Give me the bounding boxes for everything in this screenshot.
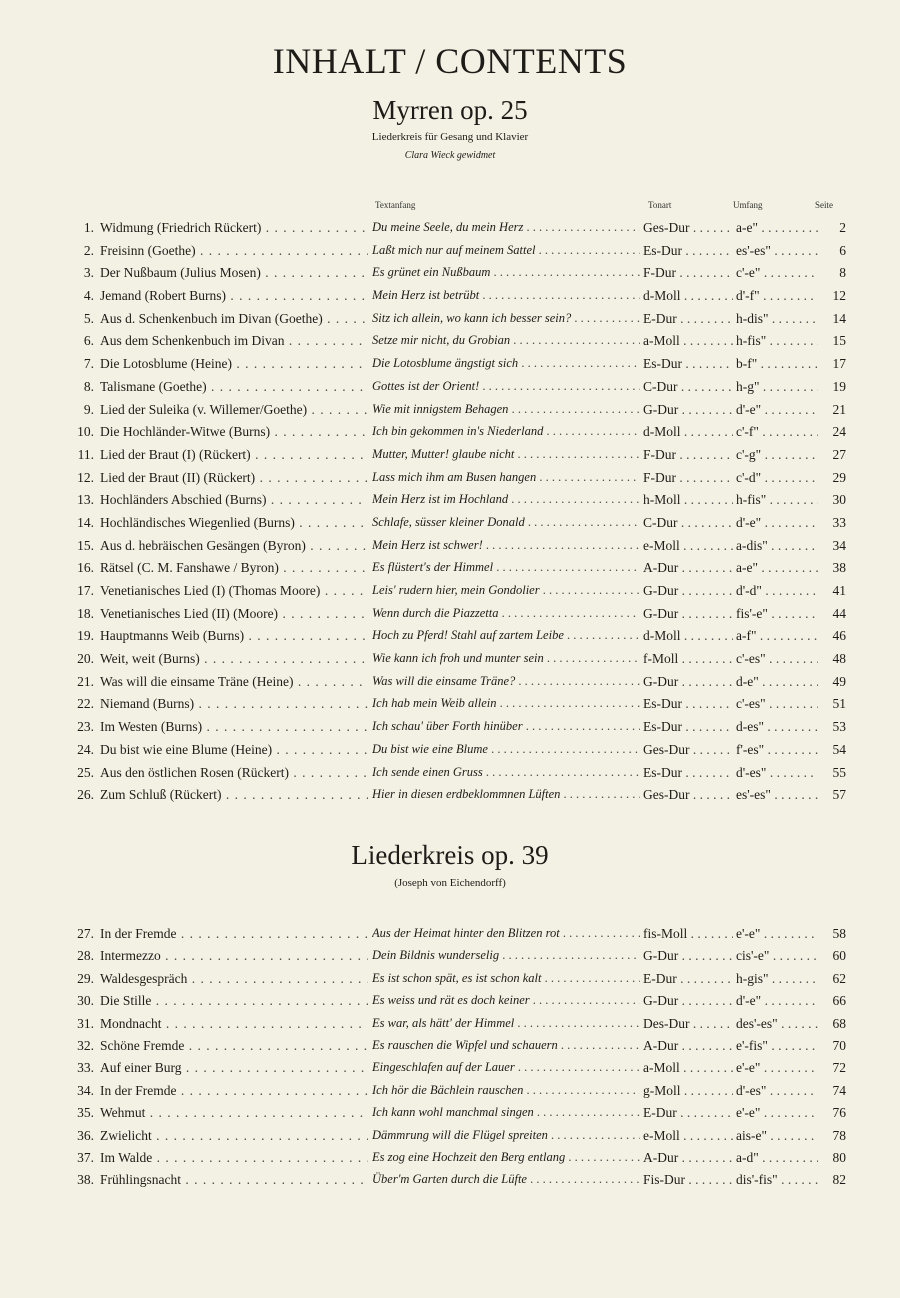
- song-incipit: Setze mir nicht, du Grobian . . .: [372, 333, 640, 348]
- page-title: INHALT / CONTENTS: [272, 41, 628, 81]
- song-page: 41: [832, 583, 846, 598]
- song-range: es'-es" . . .: [736, 787, 818, 803]
- toc-row[interactable]: [0, 356, 900, 379]
- song-title: Aus den östlichen Rosen (Rückert) . . .: [100, 765, 368, 781]
- column-header-key: Tonart: [648, 200, 672, 210]
- song-incipit: Es flüstert's der Himmel . . .: [372, 560, 640, 575]
- section-dedication-myrthen: Clara Wieck gewidmet: [404, 150, 496, 161]
- song-number: 19.: [77, 628, 94, 644]
- toc-row[interactable]: [0, 220, 900, 243]
- song-title: Waldesgespräch . . .: [100, 971, 368, 987]
- song-page: 17: [832, 356, 846, 372]
- song-title: Jemand (Robert Burns) . . .: [100, 288, 368, 304]
- toc-row[interactable]: [0, 1105, 900, 1127]
- song-page: 21: [832, 401, 846, 417]
- song-range: h-dis" . . .: [736, 311, 818, 327]
- song-page: 74: [832, 1082, 846, 1098]
- song-title: Aus dem Schenkenbuch im Divan . . .: [100, 333, 368, 349]
- song-title: Rätsel (C. M. Fanshawe / Byron) . . .: [100, 560, 368, 576]
- song-range: a-dis" . . .: [736, 538, 818, 554]
- toc-row[interactable]: [0, 470, 900, 493]
- toc-row[interactable]: [0, 1016, 900, 1038]
- song-number: 13.: [77, 492, 94, 508]
- song-range: h-g" . . .: [736, 379, 818, 395]
- toc-row[interactable]: [0, 333, 900, 356]
- toc-row[interactable]: [0, 265, 900, 288]
- column-header-incipit: Textanfang: [375, 200, 416, 210]
- song-key: A-Dur . . .: [643, 1150, 733, 1166]
- song-range: c'-e" . . .: [736, 265, 818, 281]
- song-key: Es-Dur . . .: [643, 696, 733, 712]
- song-key: Ges-Dur . . .: [643, 742, 733, 758]
- song-page: 80: [832, 1149, 846, 1165]
- song-key: E-Dur . . .: [643, 1105, 733, 1121]
- song-title: Niemand (Burns) . . .: [100, 696, 368, 712]
- song-number: 9.: [83, 401, 94, 417]
- toc-row[interactable]: [0, 606, 900, 629]
- song-range: cis'-e" . . .: [736, 948, 818, 964]
- song-incipit: Es grünet ein Nußbaum . . .: [372, 265, 640, 280]
- song-title: Widmung (Friedrich Rückert) . . .: [100, 220, 368, 236]
- song-page: 66: [832, 993, 846, 1009]
- song-incipit: Laßt mich nur auf meinem Sattel . . .: [372, 243, 640, 258]
- song-incipit: Dein Bildnis wunderselig . . .: [372, 948, 640, 963]
- song-key: A-Dur . . .: [643, 560, 733, 576]
- song-number: 8.: [83, 378, 94, 394]
- song-range: d-e" . . .: [736, 674, 818, 690]
- song-key: G-Dur . . .: [643, 402, 733, 418]
- song-incipit: Ich sende einen Gruss . . .: [372, 765, 640, 780]
- song-page: 34: [832, 537, 846, 553]
- song-key: Ges-Dur . . .: [643, 787, 733, 803]
- song-range: des'-es" . . .: [736, 1016, 818, 1032]
- toc-row[interactable]: [0, 926, 900, 948]
- song-key: G-Dur . . .: [643, 606, 733, 622]
- song-incipit: Ich kann wohl manchmal singen . . .: [372, 1105, 640, 1120]
- song-key: a-Moll . . .: [643, 1060, 733, 1076]
- song-page: 58: [832, 926, 846, 941]
- song-title: Wehmut . . .: [100, 1105, 368, 1121]
- song-key: a-Moll . . .: [643, 333, 733, 349]
- song-number: 26.: [77, 787, 94, 803]
- song-number: 14.: [77, 514, 94, 530]
- song-number: 20.: [77, 651, 94, 667]
- song-incipit: Mein Herz ist betrübt . . .: [372, 288, 640, 303]
- song-key: G-Dur . . .: [643, 674, 733, 690]
- song-incipit: Du bist wie eine Blume . . .: [372, 742, 640, 757]
- toc-row[interactable]: [0, 742, 900, 765]
- song-title: Intermezzo . . .: [100, 948, 368, 964]
- toc-row[interactable]: [0, 1060, 900, 1082]
- song-key: E-Dur . . .: [643, 311, 733, 327]
- song-number: 5.: [83, 310, 94, 326]
- toc-row[interactable]: [0, 1150, 900, 1172]
- song-range: e'-e" . . .: [736, 926, 818, 942]
- song-title: Hochländisches Wiegenlied (Burns) . . .: [100, 515, 368, 531]
- toc-row[interactable]: [0, 787, 900, 810]
- song-key: F-Dur . . .: [643, 265, 733, 281]
- song-number: 4.: [83, 288, 94, 304]
- song-incipit: Hier in diesen erdbeklommnen Lüften . . .: [372, 787, 640, 802]
- song-incipit: Dämmrung will die Flügel spreiten . . .: [372, 1128, 640, 1143]
- song-title: Was will die einsame Träne (Heine) . . .: [100, 674, 368, 690]
- song-key: Es-Dur . . .: [643, 765, 733, 781]
- song-incipit: Ich hör die Bächlein rauschen . . .: [372, 1083, 640, 1098]
- song-page: 55: [832, 764, 846, 780]
- toc-row[interactable]: [0, 538, 900, 561]
- song-title: Lied der Suleika (v. Willemer/Goethe) . . .: [100, 402, 368, 418]
- song-key: Es-Dur . . .: [643, 719, 733, 735]
- song-page: 82: [832, 1172, 846, 1188]
- song-page: 14: [832, 310, 846, 326]
- song-title: Zwielicht . . .: [100, 1128, 368, 1144]
- toc-row[interactable]: [0, 583, 900, 606]
- toc-row[interactable]: [0, 651, 900, 674]
- song-number: 27.: [77, 926, 94, 941]
- song-number: 28.: [77, 948, 94, 964]
- toc-row[interactable]: [0, 379, 900, 402]
- song-incipit: Leis' rudern hier, mein Gondolier . . .: [372, 583, 640, 598]
- toc-row[interactable]: [0, 628, 900, 651]
- song-incipit: Sitz ich allein, wo kann ich besser sein? . . .: [372, 311, 640, 326]
- song-title: Die Hochländer-Witwe (Burns) . . .: [100, 424, 368, 440]
- song-number: 31.: [77, 1015, 94, 1031]
- song-title: Aus d. hebräischen Gesängen (Byron) . . .: [100, 538, 368, 554]
- song-key: Fis-Dur . . .: [643, 1172, 733, 1188]
- song-title: In der Fremde . . .: [100, 926, 368, 942]
- song-key: d-Moll . . .: [643, 424, 733, 440]
- song-list-myrthen: [0, 220, 900, 810]
- song-range: c'-f" . . .: [736, 424, 818, 440]
- song-range: a-f" . . .: [736, 628, 818, 644]
- toc-row[interactable]: [0, 1038, 900, 1060]
- song-incipit: Wie kann ich froh und munter sein . . .: [372, 651, 640, 666]
- song-page: 29: [832, 469, 846, 485]
- song-page: 27: [832, 446, 846, 462]
- song-incipit: Lass mich ihm am Busen hangen . . .: [372, 470, 640, 485]
- song-title: Auf einer Burg . . .: [100, 1060, 368, 1076]
- song-number: 32.: [77, 1037, 94, 1053]
- song-incipit: Es rauschen die Wipfel und schauern . . .: [372, 1038, 640, 1053]
- song-title: Im Westen (Burns) . . .: [100, 719, 368, 735]
- song-key: f-Moll . . .: [643, 651, 733, 667]
- song-page: 46: [832, 628, 846, 644]
- song-incipit: Wie mit innigstem Behagen . . .: [372, 402, 640, 417]
- song-incipit: Es weiss und rät es doch keiner . . .: [372, 993, 640, 1008]
- song-number: 18.: [77, 605, 94, 621]
- song-number: 7.: [83, 356, 94, 372]
- song-incipit: Es ist schon spät, es ist schon kalt . . .: [372, 971, 640, 986]
- song-range: d'-e" . . .: [736, 993, 818, 1009]
- song-range: d'-e" . . .: [736, 402, 818, 418]
- song-key: F-Dur . . .: [643, 470, 733, 486]
- toc-row[interactable]: [0, 696, 900, 719]
- toc-row[interactable]: [0, 243, 900, 266]
- song-key: d-Moll . . .: [643, 628, 733, 644]
- song-number: 21.: [77, 673, 94, 689]
- toc-row[interactable]: [0, 515, 900, 538]
- song-number: 38.: [77, 1172, 94, 1188]
- song-title: In der Fremde . . .: [100, 1083, 368, 1099]
- song-title: Schöne Fremde . . .: [100, 1038, 368, 1054]
- song-number: 35.: [77, 1105, 94, 1121]
- song-number: 15.: [77, 537, 94, 553]
- song-incipit: Mein Herz ist im Hochland . . .: [372, 492, 640, 507]
- song-number: 22.: [77, 696, 94, 712]
- song-title: Freisinn (Goethe) . . .: [100, 243, 368, 259]
- song-incipit: Es war, als hätt' der Himmel . . .: [372, 1016, 640, 1031]
- song-key: G-Dur . . .: [643, 583, 733, 599]
- song-title: Die Stille . . .: [100, 993, 368, 1009]
- song-number: 33.: [77, 1060, 94, 1076]
- toc-row[interactable]: [0, 311, 900, 334]
- song-list-liederkreis: [0, 926, 900, 1195]
- toc-row[interactable]: [0, 971, 900, 993]
- song-number: 12.: [77, 469, 94, 485]
- song-page: 49: [832, 673, 846, 689]
- song-key: C-Dur . . .: [643, 379, 733, 395]
- song-range: a-e" . . .: [736, 560, 818, 576]
- song-incipit: Ich schau' über Forth hinüber . . .: [372, 719, 640, 734]
- song-incipit: Ich bin gekommen in's Niederland . . .: [372, 424, 640, 439]
- song-number: 6.: [83, 333, 94, 349]
- song-number: 24.: [77, 741, 94, 757]
- column-header-range: Umfang: [733, 200, 763, 210]
- song-number: 17.: [77, 583, 94, 598]
- song-key: C-Dur . . .: [643, 515, 733, 531]
- song-incipit: Mein Herz ist schwer! . . .: [372, 538, 640, 553]
- song-page: 38: [832, 560, 846, 576]
- song-number: 1.: [83, 220, 94, 235]
- song-key: d-Moll . . .: [643, 288, 733, 304]
- song-page: 30: [832, 492, 846, 508]
- toc-row[interactable]: [0, 993, 900, 1015]
- song-range: es'-es" . . .: [736, 243, 818, 259]
- song-page: 76: [832, 1105, 846, 1121]
- song-range: e'-e" . . .: [736, 1060, 818, 1076]
- song-incipit: Gottes ist der Orient! . . .: [372, 379, 640, 394]
- song-title: Lied der Braut (II) (Rückert) . . .: [100, 470, 368, 486]
- song-number: 16.: [77, 560, 94, 576]
- song-range: b-f" . . .: [736, 356, 818, 372]
- song-key: Ges-Dur . . .: [643, 220, 733, 236]
- song-range: a-d" . . .: [736, 1150, 818, 1166]
- section-heading-liederkreis: Liederkreis op. 39: [351, 840, 549, 870]
- song-page: 51: [832, 696, 846, 712]
- song-title: Hochländers Abschied (Burns) . . .: [100, 492, 368, 508]
- song-range: f'-es" . . .: [736, 742, 818, 758]
- song-page: 44: [832, 605, 846, 621]
- toc-row[interactable]: [0, 1172, 900, 1194]
- song-page: 48: [832, 651, 846, 667]
- song-incipit: Was will die einsame Träne? . . .: [372, 674, 640, 689]
- section-heading-myrthen: Myrren op. 25: [372, 95, 528, 125]
- song-number: 36.: [77, 1127, 94, 1143]
- song-number: 11.: [77, 446, 94, 462]
- song-title: Venetianisches Lied (II) (Moore) . . .: [100, 606, 368, 622]
- song-key: fis-Moll . . .: [643, 926, 733, 942]
- song-incipit: Aus der Heimat hinter den Blitzen rot . . .: [372, 926, 640, 941]
- song-title: Zum Schluß (Rückert) . . .: [100, 787, 368, 803]
- song-key: Des-Dur . . .: [643, 1016, 733, 1032]
- song-key: G-Dur . . .: [643, 948, 733, 964]
- song-key: Es-Dur . . .: [643, 243, 733, 259]
- song-page: 68: [832, 1015, 846, 1031]
- song-title: Im Walde . . .: [100, 1150, 368, 1166]
- song-range: e'-fis" . . .: [736, 1038, 818, 1054]
- toc-row[interactable]: [0, 424, 900, 447]
- song-title: Weit, weit (Burns) . . .: [100, 651, 368, 667]
- song-page: 15: [832, 333, 846, 349]
- song-incipit: Es zog eine Hochzeit den Berg entlang . . .: [372, 1150, 640, 1165]
- song-key: Es-Dur . . .: [643, 356, 733, 372]
- toc-row[interactable]: [0, 492, 900, 515]
- song-number: 34.: [77, 1082, 94, 1098]
- song-title: Aus d. Schenkenbuch im Divan (Goethe) . . .: [100, 311, 368, 327]
- toc-row[interactable]: [0, 948, 900, 970]
- song-title: Der Nußbaum (Julius Mosen) . . .: [100, 265, 368, 281]
- song-page: 33: [832, 514, 846, 530]
- toc-row[interactable]: [0, 674, 900, 697]
- song-title: Frühlingsnacht . . .: [100, 1172, 368, 1188]
- song-title: Talismane (Goethe) . . .: [100, 379, 368, 395]
- song-range: c'-es" . . .: [736, 651, 818, 667]
- song-page: 78: [832, 1127, 846, 1143]
- song-page: 60: [832, 948, 846, 964]
- song-range: h-fis" . . .: [736, 333, 818, 349]
- toc-row[interactable]: [0, 447, 900, 470]
- song-incipit: Ich hab mein Weib allein . . .: [372, 696, 640, 711]
- song-range: d'-f" . . .: [736, 288, 818, 304]
- song-title: Hauptmanns Weib (Burns) . . .: [100, 628, 368, 644]
- song-page: 12: [832, 288, 846, 304]
- song-range: d'-e" . . .: [736, 515, 818, 531]
- song-key: h-Moll . . .: [643, 492, 733, 508]
- song-number: 37.: [77, 1149, 94, 1165]
- song-key: A-Dur . . .: [643, 1038, 733, 1054]
- song-incipit: Mutter, Mutter! glaube nicht . . .: [372, 447, 640, 462]
- song-key: F-Dur . . .: [643, 447, 733, 463]
- song-number: 2.: [83, 242, 94, 258]
- song-number: 30.: [77, 993, 94, 1009]
- song-title: Du bist wie eine Blume (Heine) . . .: [100, 742, 368, 758]
- song-range: a-e" . . .: [736, 220, 818, 236]
- song-key: e-Moll . . .: [643, 1128, 733, 1144]
- song-title: Die Lotosblume (Heine) . . .: [100, 356, 368, 372]
- song-incipit: Über'm Garten durch die Lüfte . . .: [372, 1172, 640, 1187]
- section-subtitle-liederkreis: (Joseph von Eichendorff): [394, 877, 506, 889]
- song-incipit: Wenn durch die Piazzetta . . .: [372, 606, 640, 621]
- song-range: c'-es" . . .: [736, 696, 818, 712]
- song-number: 23.: [77, 719, 94, 735]
- song-range: d'-es" . . .: [736, 1083, 818, 1099]
- song-page: 24: [832, 424, 846, 440]
- toc-row[interactable]: [0, 1083, 900, 1105]
- song-number: 25.: [77, 764, 94, 780]
- song-page: 70: [832, 1037, 846, 1053]
- song-number: 29.: [77, 970, 94, 986]
- song-range: dis'-fis" . . .: [736, 1172, 818, 1188]
- song-range: d-es" . . .: [736, 719, 818, 735]
- song-incipit: Schlafe, süsser kleiner Donald . . .: [372, 515, 640, 530]
- toc-row[interactable]: [0, 719, 900, 742]
- column-header-page: Seite: [815, 200, 833, 210]
- song-range: h-fis" . . .: [736, 492, 818, 508]
- song-incipit: Du meine Seele, du mein Herz . . .: [372, 220, 640, 235]
- song-page: 53: [832, 719, 846, 735]
- song-range: fis'-e" . . .: [736, 606, 818, 622]
- song-page: 6: [839, 242, 846, 258]
- song-incipit: Eingeschlafen auf der Lauer . . .: [372, 1060, 640, 1075]
- song-range: c'-g" . . .: [736, 447, 818, 463]
- song-page: 57: [832, 787, 846, 803]
- toc-row[interactable]: [0, 402, 900, 425]
- song-number: 10.: [77, 424, 94, 440]
- song-title: Mondnacht . . .: [100, 1016, 368, 1032]
- song-range: d'-es" . . .: [736, 765, 818, 781]
- song-range: d'-d" . . .: [736, 583, 818, 599]
- song-title: Lied der Braut (I) (Rückert) . . .: [100, 447, 368, 463]
- song-page: 72: [832, 1060, 846, 1076]
- section-subtitle-myrthen: Liederkreis für Gesang und Klavier: [371, 131, 529, 143]
- song-key: g-Moll . . .: [643, 1083, 733, 1099]
- song-range: e'-e" . . .: [736, 1105, 818, 1121]
- song-range: ais-e" . . .: [736, 1128, 818, 1144]
- song-page: 19: [832, 378, 846, 394]
- toc-row[interactable]: [0, 1128, 900, 1150]
- song-key: E-Dur . . .: [643, 971, 733, 987]
- song-range: h-gis" . . .: [736, 971, 818, 987]
- song-key: e-Moll . . .: [643, 538, 733, 554]
- toc-row[interactable]: [0, 765, 900, 788]
- toc-row[interactable]: [0, 288, 900, 311]
- song-page: 2: [839, 220, 846, 235]
- song-incipit: Die Lotosblume ängstigt sich . . .: [372, 356, 640, 371]
- song-title: Venetianisches Lied (I) (Thomas Moore) . . .: [100, 583, 368, 599]
- song-range: c'-d" . . .: [736, 470, 818, 486]
- song-key: G-Dur . . .: [643, 993, 733, 1009]
- song-incipit: Hoch zu Pferd! Stahl auf zartem Leibe . . .: [372, 628, 640, 643]
- toc-row[interactable]: [0, 560, 900, 583]
- song-page: 8: [839, 265, 846, 281]
- song-page: 54: [832, 741, 846, 757]
- song-page: 62: [832, 970, 846, 986]
- song-number: 3.: [83, 265, 94, 281]
